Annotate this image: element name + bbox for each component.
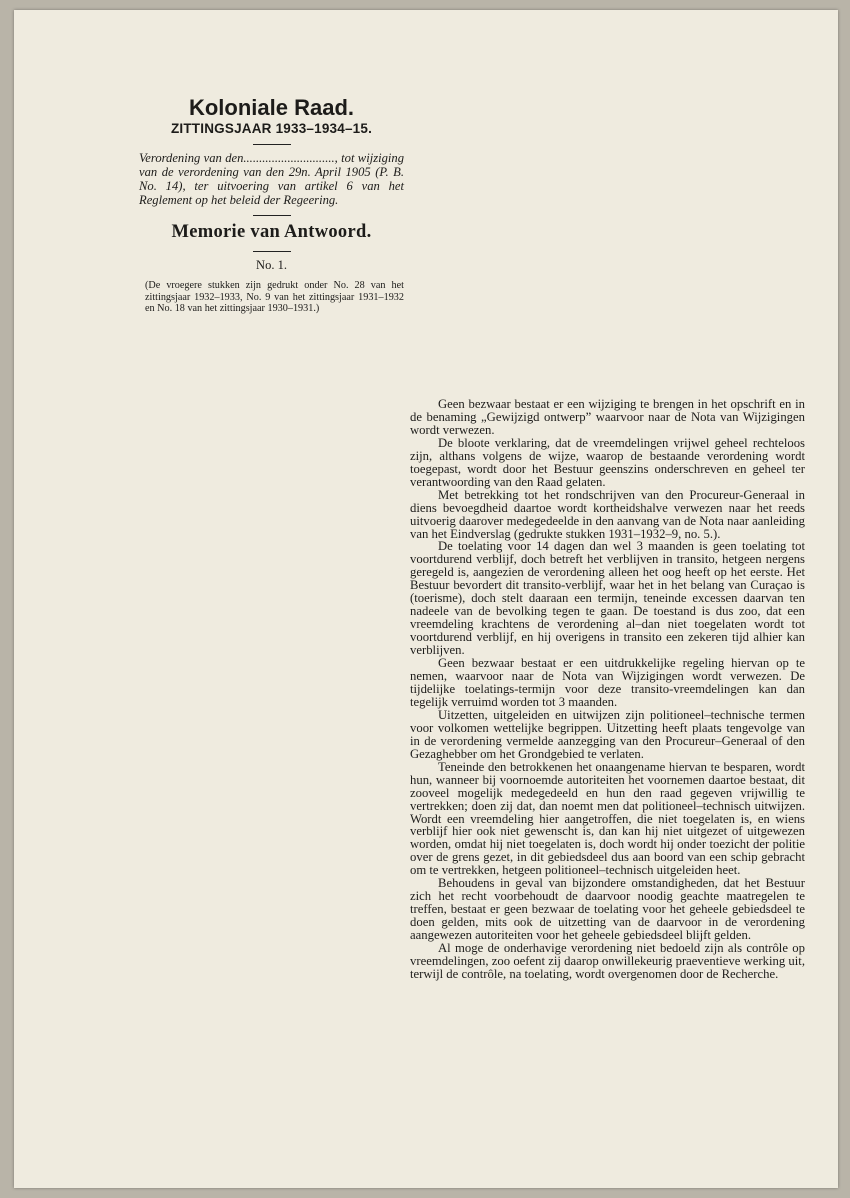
body-paragraph: Geen bezwaar bestaat er een wijziging te brengen in het opschrift en in de benaming „Gewijzigd ontwerp” waarvoor naar de Nota van Wijzigingen wordt verwezen. (410, 397, 805, 437)
document-header (139, 96, 404, 315)
divider (253, 144, 291, 145)
divider (253, 251, 291, 252)
memorie-body (410, 398, 805, 981)
body-paragraph: Met betrekking tot het rondschrijven van den Procureur-Generaal in diens bevoegdheid daartoe wordt kortheidshalve verwezen naar het reeds uitvoerig daarover medegedeelde in den aanvang van de Nota naar aanleiding van het Eindverslag (gedrukte stukken 1931–1932–9, no. 5.). (410, 487, 805, 541)
previous-documents-note: (De vroegere stukken zijn gedrukt onder No. 28 van het zittingsjaar 1932–1933, No. 9 van het zittingsjaar 1931–1932 en No. 18 van het zittingsjaar 1930–1931.) (145, 280, 404, 314)
council-title: Koloniale Raad. (188, 95, 355, 120)
session-year: ZITTINGSJAAR 1933–1934–15. (170, 121, 373, 136)
body-paragraph: Geen bezwaar bestaat er een uitdrukkelijke regeling hiervan op te nemen, waarvoor naar de Nota van Wijzigingen wordt verwezen. De tijdelijke toelatings-termijn voor deze transito-vreemdelingen kan dan tegelijk verruimd worden tot 3 maanden. (410, 656, 805, 709)
ordinance-description: Verordening van den............................., tot wijziging van de verordening van den 29n. April 1905 (P. B. No. 14), ter uitvoering van artikel 6 van het Reglement op het beleid der Regeering. (139, 151, 404, 207)
divider (253, 215, 291, 216)
document-page (14, 10, 838, 1188)
body-paragraph: Uitzetten, uitgeleiden en uitwijzen zijn politioneel–technische termen voor volkomen wettelijke begrippen. Uitzetting heeft plaats tengevolge van in de verordening vermelde aanzegging van den Procureur–Generaal of den Gezaghebber om het Grondgebied te verlaten. (410, 707, 805, 761)
body-paragraph: Al moge de onderhavige verordening niet bedoeld zijn als contrôle op vreemdelingen, zoo oefent zij daarop onwillekeurig praeventieve werking uit, terwijl de contrôle, na toelating, wordt overgenomen door de Recherche. (410, 941, 805, 981)
memorie-title: Memorie van Antwoord. (171, 222, 372, 242)
body-paragraph: Teneinde den betrokkenen het onaangename hiervan te besparen, wordt hun, wanneer bij voornoemde autoriteiten het voornemen daartoe bestaat, dit zooveel mogelijk medegedeeld en hun den raad gegeven vrijwillig te vertrekken; doen zij dat, dan noemt men dat politioneel–technisch uitwijzen. Wordt een vreemdeling hier aangetroffen, die niet toegelaten is, en wiens verblijf hier ook niet gewenscht is, dan kan hij niet uitgezet of uitgewezen worden, omdat hij niet toegelaten is, doch wordt hij onder toezicht der politie over de grens gezet, in dit gebiedsdeel dus aan boord van een schip gebracht om te vertrekken, hetgeen politioneel–technisch uitgeleiden heet. (410, 759, 805, 878)
document-number: No. 1. (256, 258, 287, 272)
body-paragraph: De toelating voor 14 dagen dan wel 3 maanden is geen toelating tot voortdurend verblijf, doch betreft het verblijven in transito, hetgeen nergens geregeld is, aangezien de verordening alleen het oog heeft op het eerste. Het Bestuur bevordert dit transito-verblijf, waar het in het belang van Curaçao is (toerisme), doch stelt daaraan een termijn, teneinde excessen daarvan ten nadeele van de bevolking tegen te gaan. De toestand is dus zoo, dat een vreemdeling krachtens de verordening al–dan niet toegelaten wordt tot voortdurend verblijf, en hij overigens in transito een zekeren tijd alhier kan verblijven. (410, 539, 805, 658)
body-paragraph: De bloote verklaring, dat de vreemdelingen vrijwel geheel rechteloos zijn, althans volgens de wijze, waarop de bestaande verordening wordt toegepast, wordt door het Bestuur geenszins onderschreven en geheel ter verantwoording van den Raad gelaten. (410, 435, 805, 489)
body-paragraph: Behoudens in geval van bijzondere omstandigheden, dat het Bestuur zich het recht voorbehoudt de daarvoor noodig geachte maatregelen te treffen, bestaat er geen bezwaar de toelating voor het geheele gebiedsdeel te doen gelden, mits ook de uitzetting van de daarvoor in de verordening aangewezen autoriteiten voor het geheele gebiedsdeel blijft gelden. (410, 876, 805, 943)
